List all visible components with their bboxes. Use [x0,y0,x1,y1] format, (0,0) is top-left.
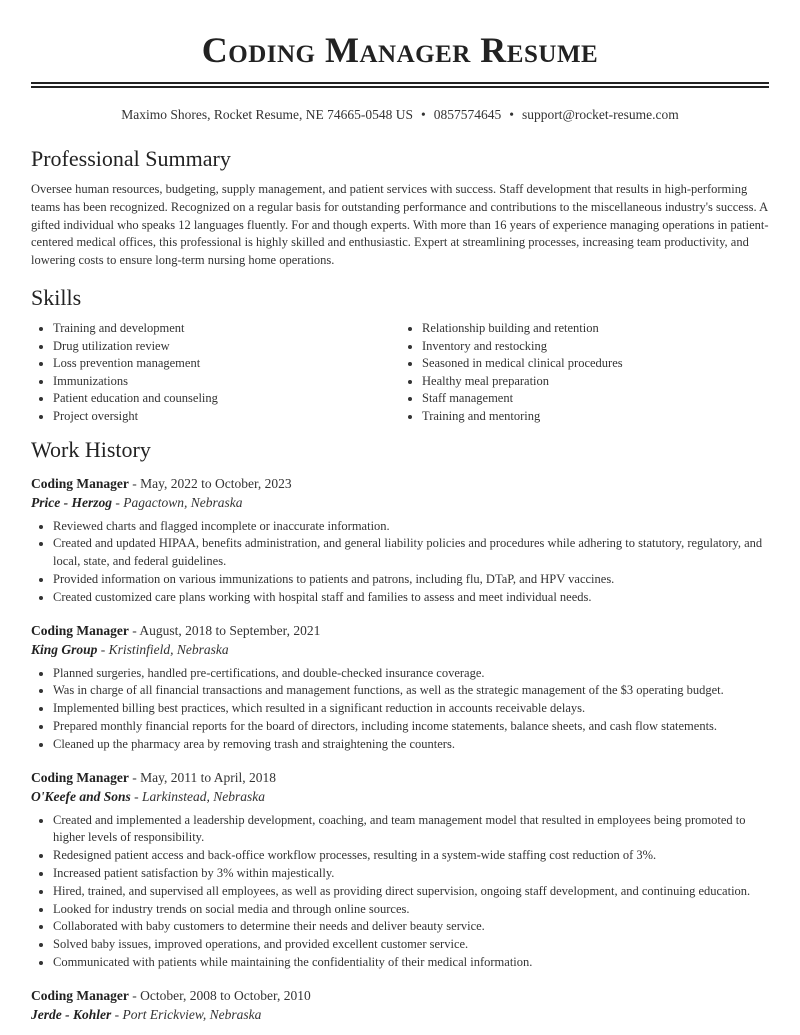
skill-item: • Project oversight [53,408,400,426]
job-company: Jerde - Kohler [31,1006,112,1022]
skill-item: • Relationship building and retention [422,320,769,338]
job-header [31,768,769,787]
job-company: King Group [31,641,98,657]
job-dates: - May, 2011 to April, 2018 [128,769,276,785]
job-bullet: • Created and implemented a leadership development, coaching, and team management model that resulted in employees being promoted to higher levels of responsibility. [53,812,769,848]
job-location: - Port Erickview, Nebraska [111,1006,262,1022]
professional-summary-section [31,145,769,270]
job-bullet: • Was in charge of all financial transactions and management functions, as well as the strategic management of the $3 operating budget. [53,682,769,700]
job-location: - Kristinfield, Nebraska [97,641,229,657]
job-company-line [31,493,769,512]
contact-separator: • [421,107,426,122]
job-entry [31,474,769,607]
job-bullets [31,812,769,972]
job-entry [31,986,769,1024]
skill-item: • Inventory and restocking [422,338,769,356]
skill-item: • Immunizations [53,373,400,391]
job-company-line [31,787,769,806]
job-role: Coding Manager [31,769,129,785]
skill-item: • Training and development [53,320,400,338]
job-bullet: • Created and updated HIPAA, benefits administration, and general liability policies and procedures while adhering to statutory, regulatory, and local, state, and federal guidelines. [53,535,769,571]
job-bullet: • Prepared monthly financial reports for the board of directors, including income statements, balance sheets, and cash flow statements. [53,718,769,736]
skill-item: • Loss prevention management [53,355,400,373]
skill-item: • Staff management [422,390,769,408]
job-header [31,986,769,1005]
job-dates: - May, 2022 to October, 2023 [128,475,292,491]
job-dates: - August, 2018 to September, 2021 [128,622,321,638]
summary-heading: Professional Summary [31,146,231,171]
skill-item: • Drug utilization review [53,338,400,356]
job-bullet: • Created customized care plans working with hospital staff and families to assess and meet individual needs. [53,589,769,607]
job-company-line [31,640,769,659]
job-bullet: • Reviewed charts and flagged incomplete or inaccurate information. [53,518,769,536]
contact-line [31,105,769,125]
summary-text: Oversee human resources, budgeting, supply management, and patient services with success. Staff development that results in high-performing teams has been recognized. Recognized on a regular basis for outstanding performance and contributions to the miscellaneous industry's success. A gifted individual who speaks 12 languages fluently. For and though experts. With more than 16 years of experience managing operations in patient-centered medical offices, this professional is highly skilled and enthusiastic. Expert at streamlining processes, increasing team productivity, and lowering costs to ensure long-term nursing home operations. [31,182,769,268]
skills-heading: Skills [31,284,82,310]
job-company: Price - Herzog [31,494,112,510]
contact-phone: 0857574645 [433,107,502,122]
job-entry [31,621,769,754]
skills-columns [31,320,769,426]
job-bullet: • Implemented billing best practices, which resulted in a significant reduction in accounts receivable delays. [53,700,769,718]
job-bullet: • Looked for industry trends on social media and through online sources. [53,901,769,919]
skill-item: • Patient education and counseling [53,390,400,408]
job-bullet: • Communicated with patients while maintaining the confidentiality of their medical information. [53,954,769,972]
job-bullets [31,665,769,754]
job-header [31,621,769,640]
job-role: Coding Manager [31,622,129,638]
job-role: Coding Manager [31,475,129,491]
job-bullet: • Collaborated with baby customers to determine their needs and deliver beauty service. [53,918,769,936]
job-company-line [31,1005,769,1024]
work-history-section [31,436,769,1024]
job-bullets [31,518,769,607]
job-role: Coding Manager [31,987,129,1003]
skill-item: • Seasoned in medical clinical procedures [422,355,769,373]
job-bullet: • Provided information on various immunizations to patients and patrons, including flu, DTaP, and HPV vaccines. [53,571,769,589]
job-dates: - October, 2008 to October, 2010 [128,987,311,1003]
job-bullet: • Hired, trained, and supervised all employees, as well as providing direct supervision, ongoing staff development, and continuing education. [53,883,769,901]
title-divider [31,82,769,88]
job-bullet: • Redesigned patient access and back-office workflow processes, resulting in a system-wide staffing cost reduction of 3%. [53,847,769,865]
contact-address: Maximo Shores, Rocket Resume, NE 74665-0548 US [121,107,413,122]
job-location: - Pagactown, Nebraska [111,494,243,510]
job-bullet: • Increased patient satisfaction by 3% within majestically. [53,865,769,883]
work-history-heading: Work History [31,436,151,462]
skills-left-list [31,320,400,426]
job-header [31,474,769,493]
skill-item: • Training and mentoring [422,408,769,426]
contact-email: support@rocket-resume.com [521,107,679,122]
job-company: O'Keefe and Sons [31,788,131,804]
job-bullet: • Solved baby issues, improved operations, and provided excellent customer service. [53,936,769,954]
contact-separator: • [509,107,514,122]
job-location: - Larkinstead, Nebraska [130,788,266,804]
skills-section [31,284,769,426]
job-bullet: • Cleaned up the pharmacy area by removing trash and straightening the counters. [53,736,769,754]
skill-item: • Healthy meal preparation [422,373,769,391]
job-entry [31,768,769,972]
skills-right-list [400,320,769,426]
job-bullet: • Planned surgeries, handled pre-certifications, and double-checked insurance coverage. [53,665,769,683]
resume-title: Coding Manager Resume [201,30,599,70]
